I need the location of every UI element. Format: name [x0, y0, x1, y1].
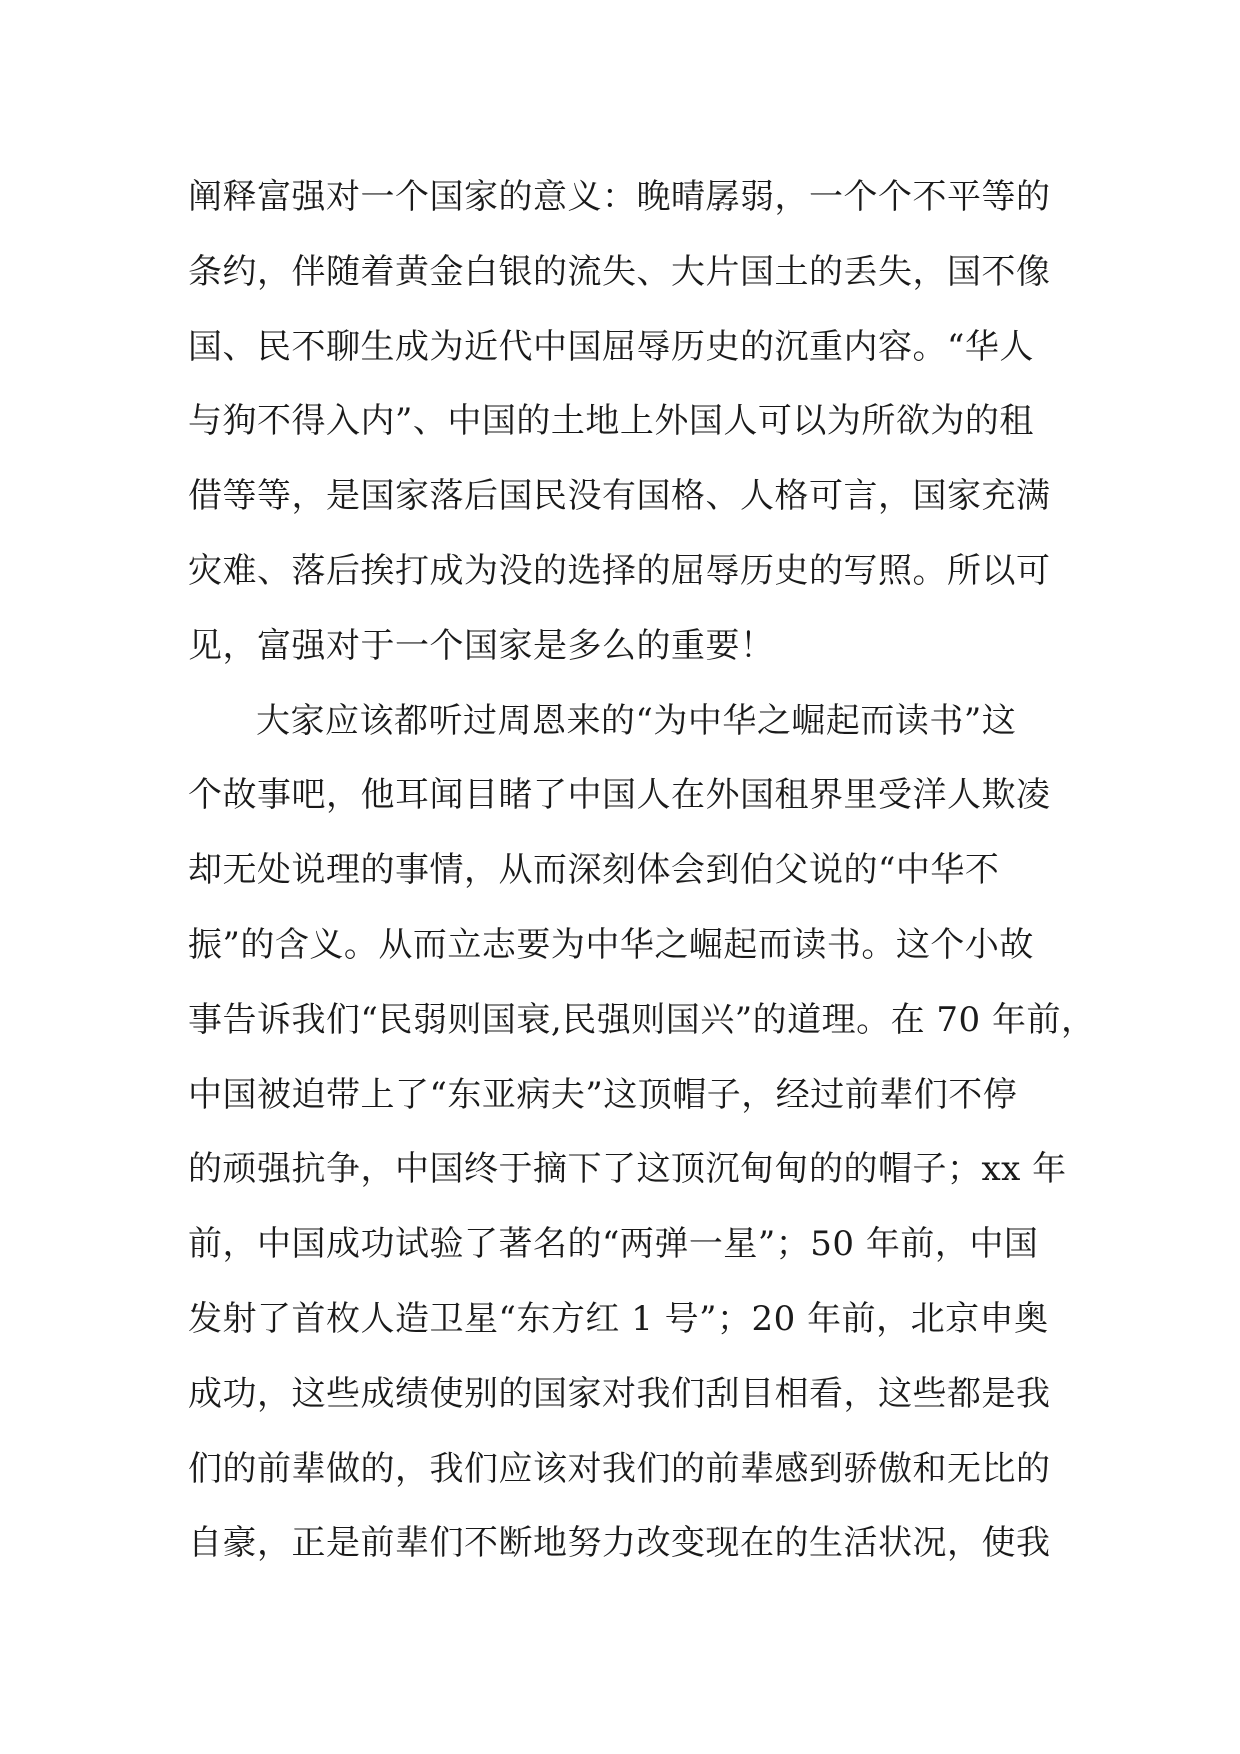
text-line: 成功，这些成绩使别的国家对我们刮目相看，这些都是我 — [188, 1373, 1051, 1414]
text-line: 却无处说理的事情，从而深刻体会到伯父说的“中华不 — [188, 850, 1000, 891]
text-line: 事告诉我们“民弱则国衰,民强则国兴”的道理。在 70 年前， — [188, 999, 1096, 1040]
text-line: 个故事吧，他耳闻目睹了中国人在外国租界里受洋人欺凌 — [188, 775, 1051, 816]
text-line: 自豪，正是前辈们不断地努力改变现在的生活状况，使我 — [188, 1523, 1051, 1564]
text-line: 国、民不聊生成为近代中国屈辱历史的沉重内容。“华人 — [188, 326, 1034, 367]
text-line: 们的前辈做的，我们应该对我们的前辈感到骄傲和无比的 — [188, 1448, 1051, 1489]
text-line: 中国被迫带上了“东亚病夫”这顶帽子，经过前辈们不停 — [188, 1074, 1018, 1115]
text-line: 阐释富强对一个国家的意义：晚晴孱弱，一个个不平等的 — [188, 177, 1051, 217]
text-line: 的顽强抗争，中国终于摘下了这顶沉甸甸的的帽子；xx 年 — [188, 1149, 1067, 1190]
text-line: 振”的含义。从而立志要为中华之崛起而读书。这个小故 — [188, 924, 1034, 965]
paragraph-start-line: 大家应该都听过周恩来的“为中华之崛起而读书”这 — [256, 700, 1017, 741]
body-text — [188, 160, 1096, 1581]
text-line: 与狗不得入内”、中国的土地上外国人可以为所欲为的租 — [188, 401, 1034, 442]
text-line: 灾难、落后挨打成为没的选择的屈辱历史的写照。所以可 — [188, 550, 1051, 591]
text-line: 前，中国成功试验了著名的“两弹一星”；50 年前，中国 — [188, 1224, 1039, 1265]
text-line: 借等等，是国家落后国民没有国格、人格可言，国家充满 — [188, 476, 1051, 517]
text-line: 发射了首枚人造卫星“东方红 1 号”；20 年前，北京申奥 — [188, 1298, 1049, 1339]
text-line: 见，富强对于一个国家是多么的重要！ — [188, 625, 775, 666]
text-line: 条约，伴随着黄金白银的流失、大片国土的丢失，国不像 — [188, 251, 1051, 292]
